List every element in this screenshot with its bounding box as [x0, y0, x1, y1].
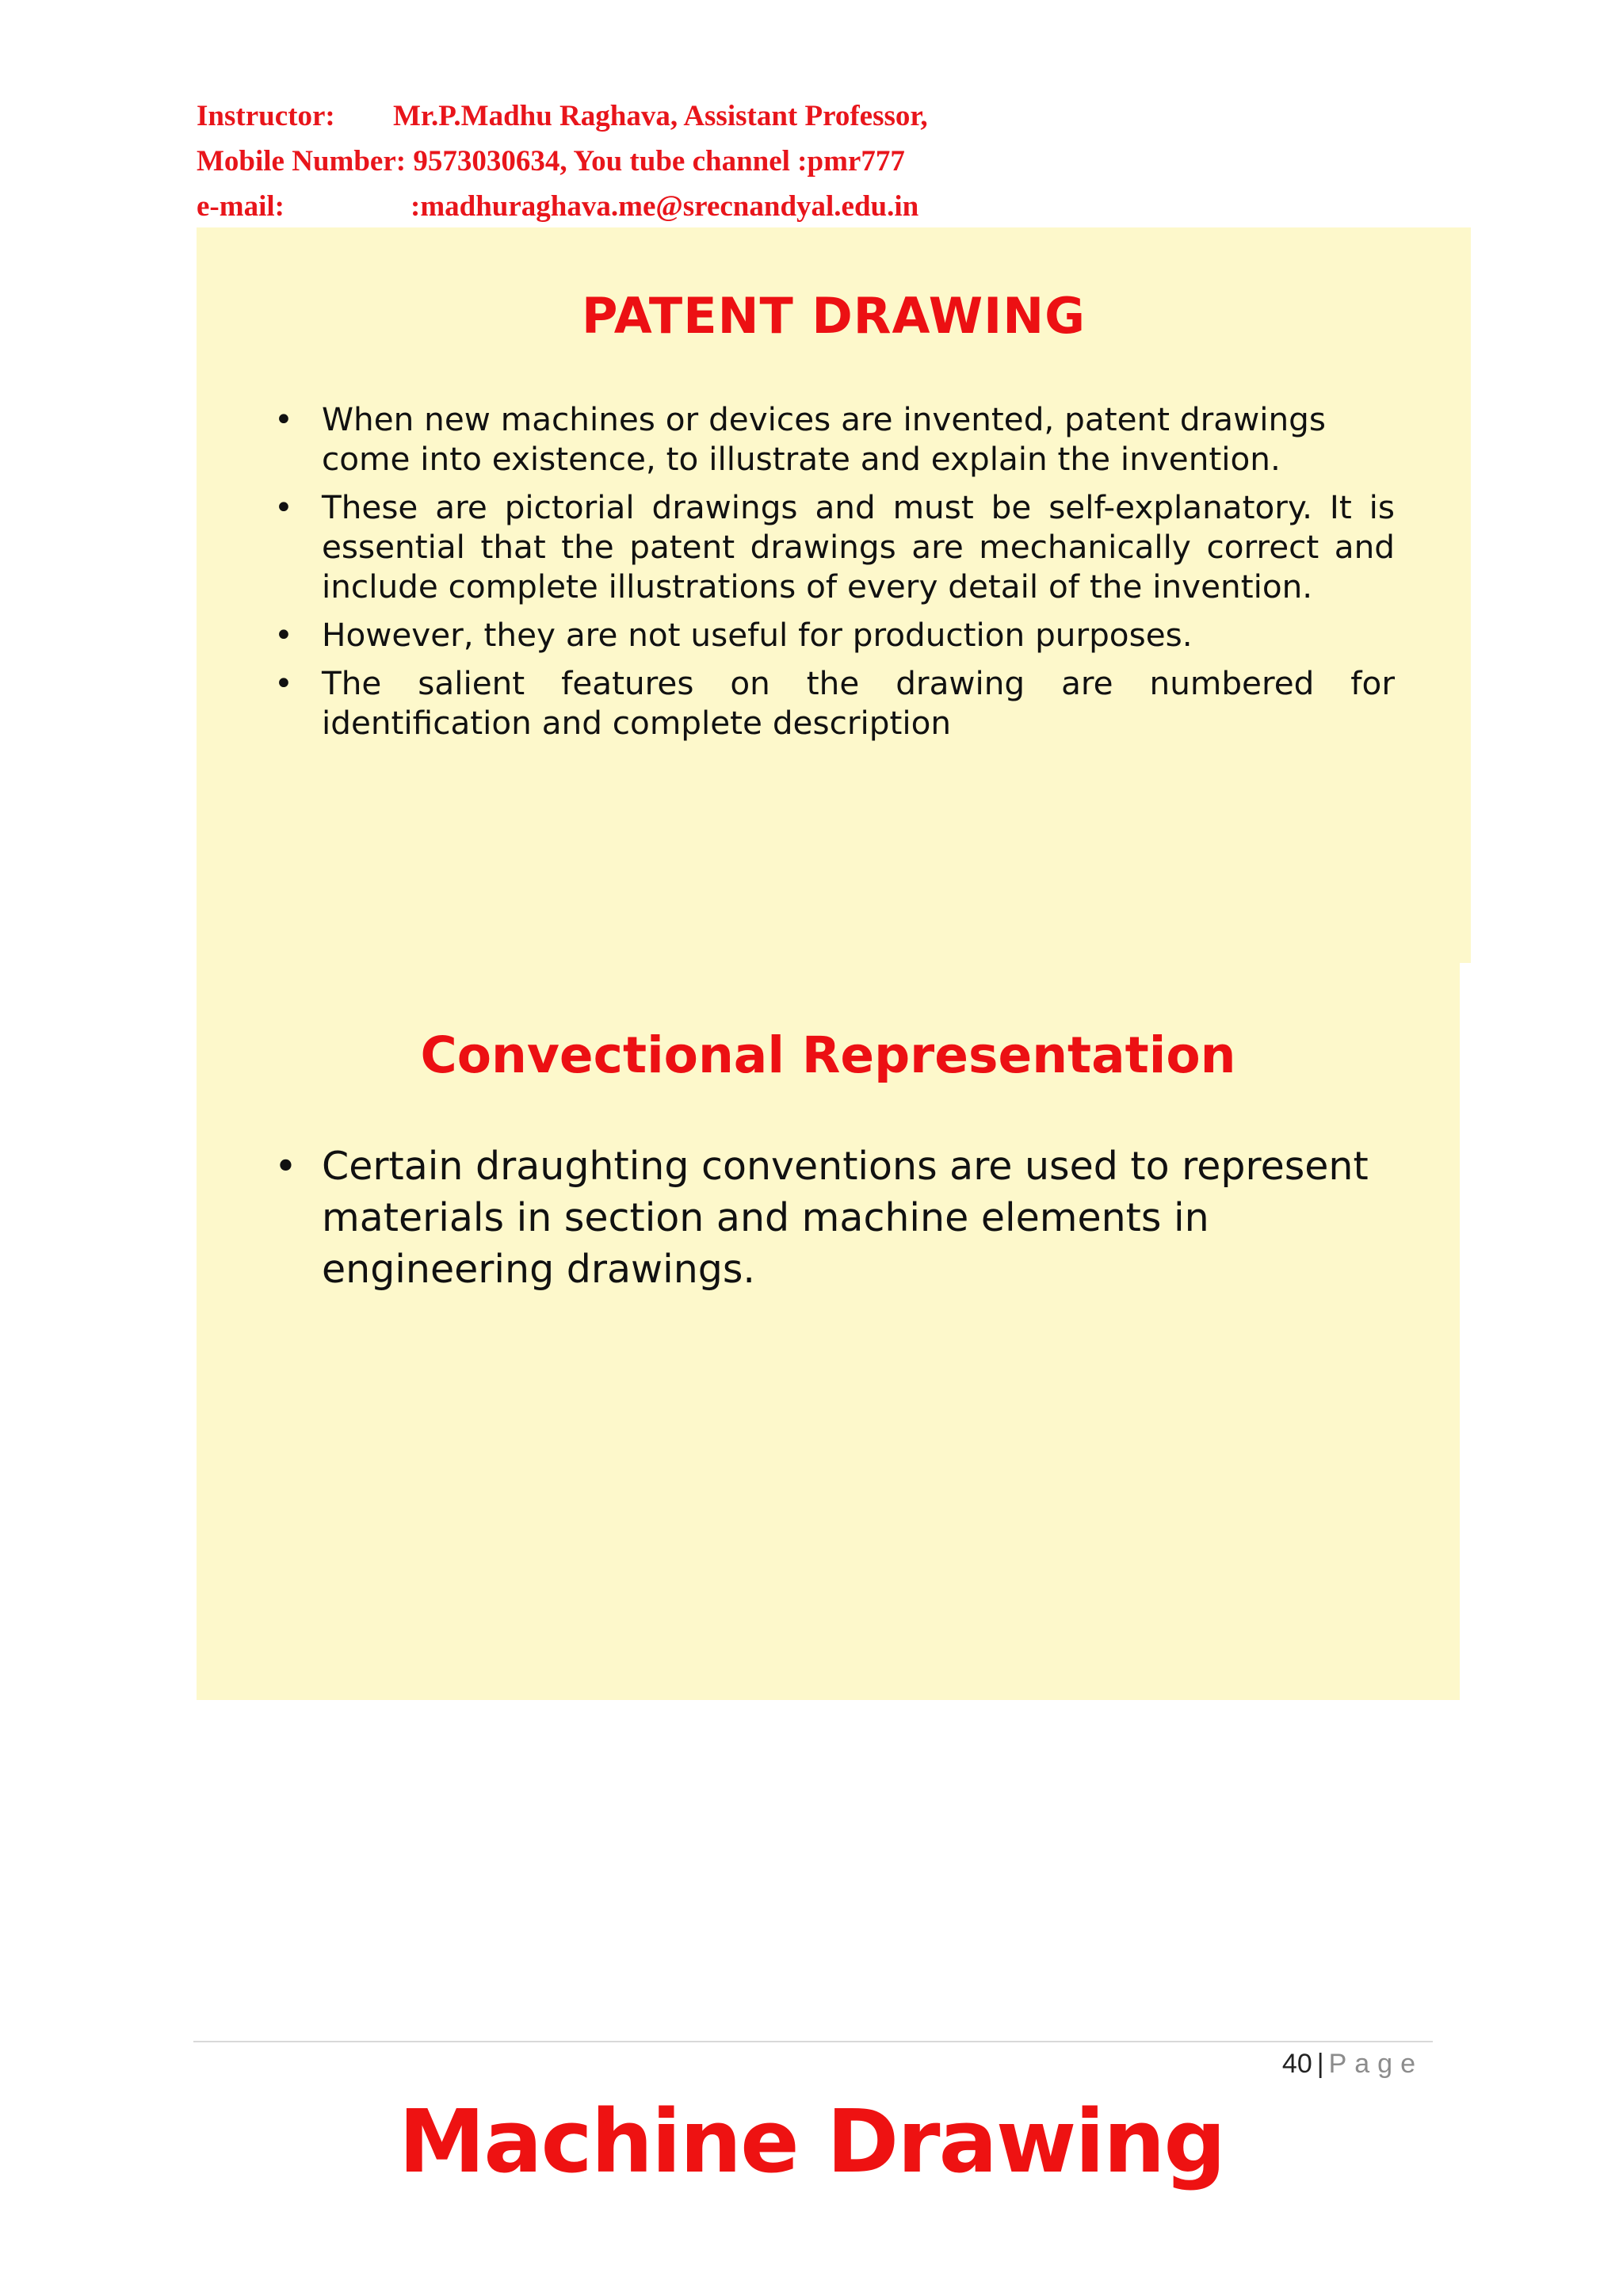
bullet-text: The salient features on the drawing are numbered for identification and complete description [322, 664, 1395, 742]
bullet-icon: • [274, 664, 293, 702]
contact-info: Mobile Number: 9573030634, You tube channel :pmr777 [197, 145, 905, 178]
instructor-header [197, 94, 928, 229]
bullet-text: However, they are not useful for production purposes. [322, 616, 1193, 654]
page-separator: | [1316, 2049, 1324, 2079]
bullet-icon: • [274, 400, 293, 438]
footer-title: Machine Drawing [398, 2091, 1225, 2192]
bullet-item [274, 663, 1395, 743]
bullet-icon: • [274, 616, 293, 654]
page-number [1282, 2049, 1423, 2080]
bullet-item [274, 1140, 1415, 1295]
bullet-item [274, 487, 1395, 606]
bullet-item [274, 615, 1415, 655]
footer-divider [193, 2041, 1433, 2042]
slide-conventional-representation [197, 963, 1460, 1700]
bullet-icon: • [274, 1144, 297, 1189]
slide-patent-drawing [197, 227, 1471, 963]
header-line-email [197, 184, 928, 229]
bullet-item [274, 399, 1415, 479]
slide-title: PATENT DRAWING [582, 287, 1086, 345]
bullet-text: Certain draughting conventions are used to represent materials in section and machine elements in engineering drawings. [322, 1144, 1369, 1292]
slide-title: Convectional Representation [420, 1026, 1236, 1084]
bullet-text: These are pictorial drawings and must be self-explanatory. It is essential that the patent drawings are mechanically correct and include complete illustrations of every detail of the invention. [322, 488, 1395, 606]
page-label: Page [1328, 2049, 1423, 2079]
header-line-contact [197, 139, 928, 184]
header-line-instructor [197, 94, 928, 139]
page-number-value: 40 [1281, 2049, 1312, 2079]
bullet-list [274, 1140, 1415, 1295]
email-label: e-mail: [197, 190, 285, 223]
instructor-label: Instructor: [197, 100, 335, 132]
email-address: :madhuraghava.me@srecnandyal.edu.in [411, 190, 919, 223]
bullet-text: When new machines or devices are invented, patent drawings come into existence, to illustrate and explain the invention. [322, 400, 1326, 478]
bullet-icon: • [274, 488, 293, 526]
instructor-name: Mr.P.Madhu Raghava, Assistant Professor, [393, 100, 928, 132]
bullet-list [274, 399, 1593, 751]
